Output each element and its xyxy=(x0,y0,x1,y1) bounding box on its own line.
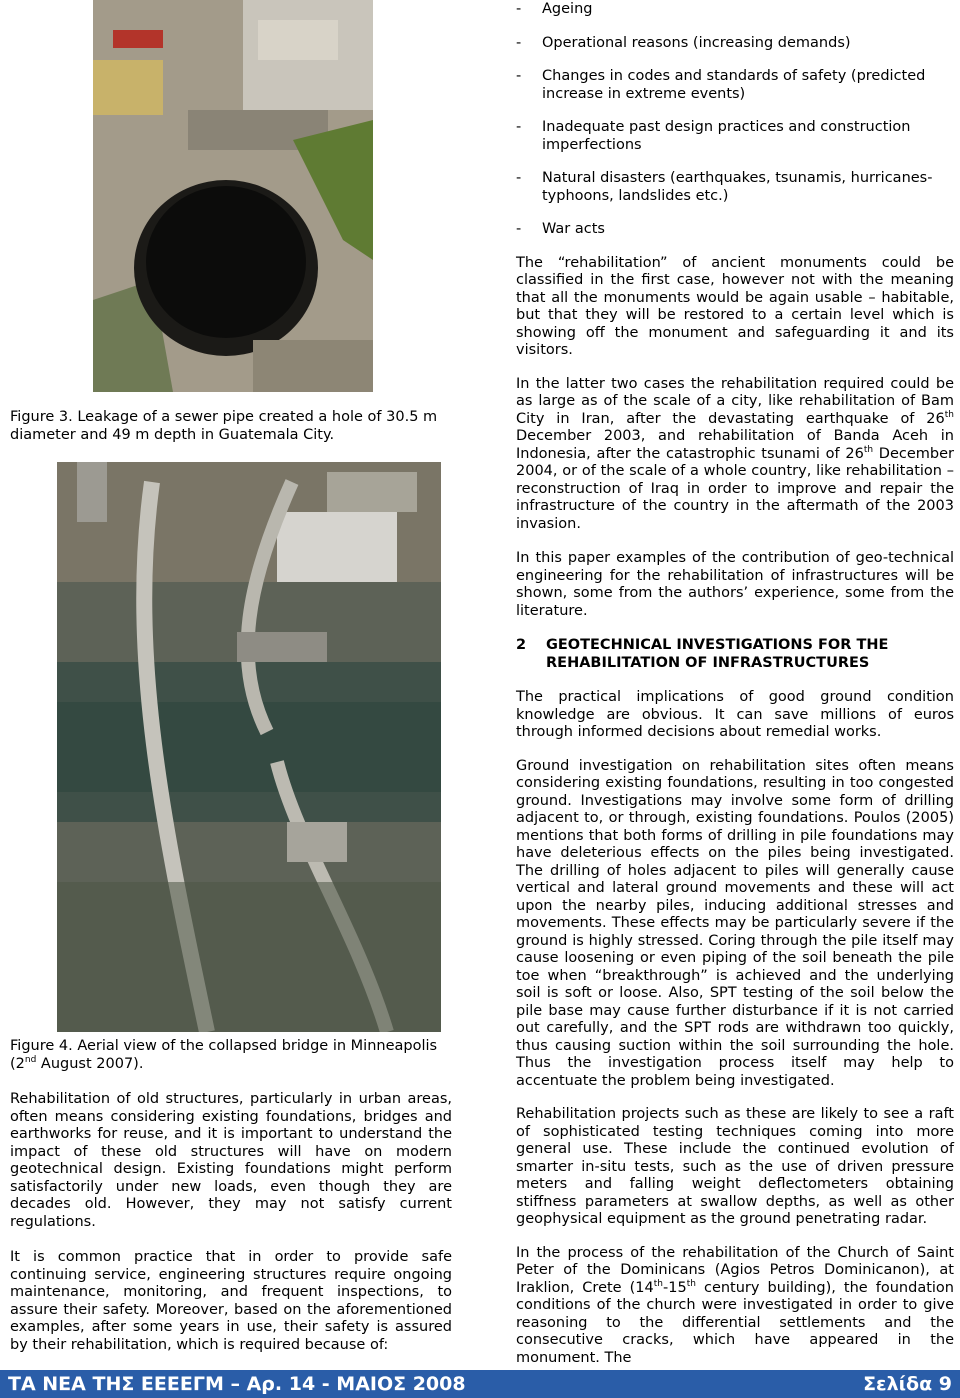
list-item-text: Natural disasters (earthquakes, tsunamis, hurricanes-typhoons, landslides etc.) xyxy=(542,170,933,204)
right-paragraph-2 xyxy=(516,376,954,534)
para7-a: In the process of the rehabilitation of the Church of Saint Peter of the Dominicans (Agios Petros Dominicanon), at Iraklion, Crete (14 xyxy=(516,1244,954,1296)
left-paragraph-2: It is common practice that in order to provide safe continuing service, engineering structures require ongoing maintenance, monitoring, and frequent inspections, to assure their safety. Moreover, based on the aforementioned examples, after some years in use, their safety is assured by their rehabilitation, which is required because of: xyxy=(10,1249,452,1353)
section-heading xyxy=(516,637,954,672)
para7-c: century building), the foundation conditions of the church were investigated in order to give reasoning to the differential settlements and the consecutive cracks, which have appeared in the monument. The xyxy=(516,1279,954,1366)
list-item: - Ageing xyxy=(516,1,593,17)
right-paragraph-1: The “rehabilitation” of ancient monuments could be classified in the first case, however not with the meaning that all the monuments would be again usable – habitable, but that they will be restored to a certain level which is showing off the monument and safeguarding it and its visitors. xyxy=(516,254,954,358)
right-column xyxy=(516,0,954,1367)
list-item-text: War acts xyxy=(542,221,605,237)
list-item-text: Ageing xyxy=(542,1,593,17)
left-paragraph-1: Rehabilitation of old structures, particularly in urban areas, often means considering existing foundations, bridges and earthworks for reuse, and it is important to understand the impact of these old structures will have on modern geotechnical design. Existing foundations might perform satisfactorily under new loads, even though they are decades old. However, they may not satisfy current regulations. xyxy=(10,1091,452,1230)
bridge-illustration xyxy=(57,462,441,1032)
list-item-text: Operational reasons (increasing demands) xyxy=(542,34,851,51)
rehabilitation-reasons-list xyxy=(516,1,954,239)
footer-publication: ΤΑ ΝΕΑ ΤΗΣ ΕΕΕΕΓΜ – Αρ. 14 - ΜΑΙΟΣ 2008 xyxy=(8,1373,466,1395)
figure-4-caption-sup: nd xyxy=(24,1055,37,1066)
para2-b: December 2003, and rehabilitation of Banda Aceh in Indonesia, after the catastrophic tsunami of 26 xyxy=(516,428,954,462)
list-item: - War acts xyxy=(516,221,605,237)
list-item: - Changes in codes and standards of safety (predicted increase in extreme events) xyxy=(516,68,926,102)
figure-4-caption xyxy=(10,1037,454,1073)
list-item-text: Changes in codes and standards of safety (predicted increase in extreme events) xyxy=(542,68,926,102)
page-footer xyxy=(0,1370,960,1398)
sinkhole-photo xyxy=(93,0,373,392)
figure-4-caption-text: Figure 4. Aerial view of the collapsed bridge in Minneapolis (2 xyxy=(10,1038,438,1072)
section-number: 2 xyxy=(516,637,527,653)
right-paragraph-7 xyxy=(516,1245,954,1368)
para7-b: -15 xyxy=(663,1279,687,1296)
list-item-text: Inadequate past design practices and construction imperfections xyxy=(542,119,911,153)
bridge-photo xyxy=(57,462,441,1032)
para7-sup-2: th xyxy=(686,1278,696,1289)
list-item: - Operational reasons (increasing demands) xyxy=(516,34,851,51)
sinkhole-illustration xyxy=(93,0,373,392)
section-title: GEOTECHNICAL INVESTIGATIONS FOR THE REHABILITATION OF INFRASTRUCTURES xyxy=(546,637,889,671)
right-paragraph-3: In this paper examples of the contribution of geo-technical engineering for the rehabilitation of infrastructures will be shown, some from the authors’ experience, some from the literature. xyxy=(516,550,954,619)
para2-sup-1: th xyxy=(944,409,954,420)
figure-3-caption: Figure 3. Leakage of a sewer pipe created a hole of 30.5 m diameter and 49 m depth in Guatemala City. xyxy=(10,409,438,443)
right-paragraph-6: Rehabilitation projects such as these are likely to see a raft of sophisticated testing techniques coming into more general use. These include the continued evolution of smarter in-situ tests, such as the use of driven pressure meters and falling weight deflectometers obtaining stiffness parameters at swallow depths, as well as other geophysical equipment as the ground penetrating radar. xyxy=(516,1106,954,1227)
left-column-text xyxy=(10,1091,452,1354)
figure-4-caption-end: August 2007). xyxy=(36,1056,144,1072)
list-item: - Inadequate past design practices and construction imperfections xyxy=(516,119,911,153)
para2-c: December 2004, or of the scale of a whole country, like rehabilitation – reconstruction of Iraq in order to improve and repair the infrastructure of the country in the aftermath of the 2003 invasion. xyxy=(516,445,954,532)
list-item: - Natural disasters (earthquakes, tsunamis, hurricanes-typhoons, landslides etc.) xyxy=(516,170,933,204)
para2-a: In the latter two cases the rehabilitation required could be as large as of the scale of a city, like rehabilitation of Bam City in Iran, after the devastating earthquake of 26 xyxy=(516,375,954,427)
right-paragraph-5: Ground investigation on rehabilitation sites often means considering existing foundations, resulting in too congested ground. Investigations may involve some form of drilling adjacent to, or through, existing foundations. Poulos (2005) mentions that both forms of drilling in pile foundations may have deleterious effects on the piles being investigated. The drilling of holes adjacent to piles will generally cause vertical and lateral ground movements and these will act upon the nearby piles, inducing additional stresses and movements. These effects may be particularly severe if the ground is highly stressed. Coring through the pile itself may cause loosening or even piping of the soil beneath the pile toe when “breakthrough” is achieved and the underlying soil is soft or loose. Also, SPT testing of the soil below the pile base may cause further disturbance if it is not carried out carefully, and the SPT rods are withdrawn too quickly, thus causing suction within the soil surrounding the hole. Thus the investigation process itself may help to accentuate the problem being investigated. xyxy=(516,757,954,1089)
para2-sup-2: th xyxy=(863,444,874,455)
right-paragraph-4: The practical implications of good ground condition knowledge are obvious. It can save millions of euros through informed decisions about remedial works. xyxy=(516,689,954,740)
footer-page-number: Σελίδα 9 xyxy=(863,1373,952,1395)
para7-sup-1: th xyxy=(653,1278,663,1289)
